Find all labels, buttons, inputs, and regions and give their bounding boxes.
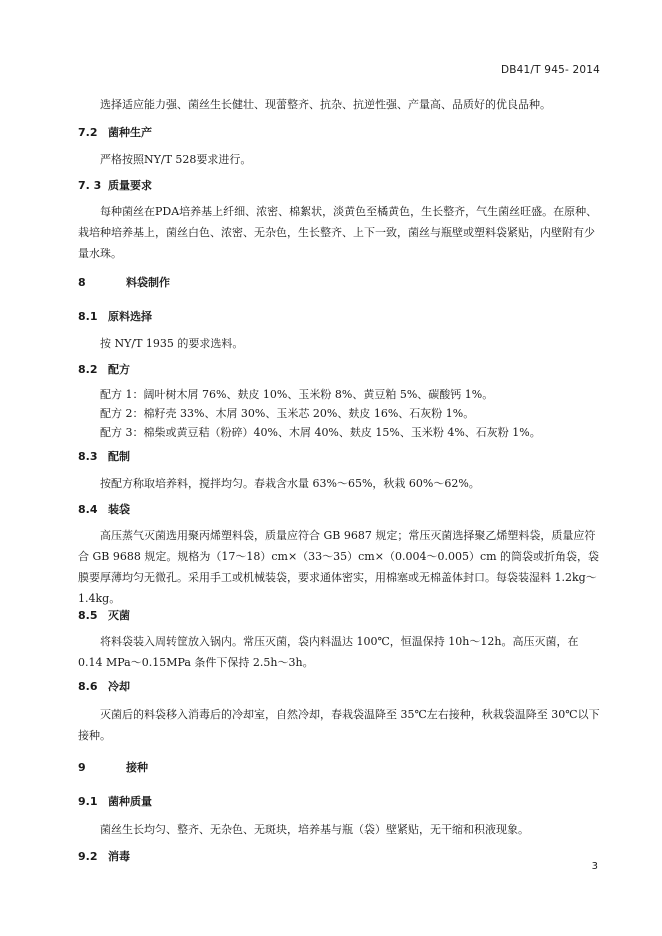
- section-number: 9.1: [78, 795, 98, 808]
- section-text: 高压蒸气灭菌选用聚丙烯塑料袋，质量应符合 GB 9687 规定；常压灭菌选择聚乙烯塑料袋，质量应符合 GB 9688 规定。规格为（17～18）cm×（33～35）cm×（0.004～0.005）cm 的筒袋或折角袋，袋膜要厚薄均匀无微孔。采用手工或机械装袋，要求通体密实，用棉塞或无棉盖体封口。每袋装湿料 1.2kg～1.4kg。: [78, 529, 600, 605]
- section-number: 8.6: [78, 680, 98, 693]
- formula-item: 配方 1：阔叶树木屑 76%、麸皮 10%、玉米粉 8%、黄豆粕 5%、碳酸钙 1%。: [100, 388, 494, 401]
- chapter-number: 9: [78, 761, 86, 774]
- section-heading: [78, 678, 600, 696]
- section-number: 8.1: [78, 310, 98, 323]
- section-number: 9.2: [78, 850, 98, 863]
- section-title: 菌种生产: [108, 126, 152, 139]
- section-number: 8.5: [78, 609, 98, 622]
- chapter-number: 8: [78, 276, 86, 289]
- section-9-2: [78, 848, 600, 866]
- section-heading: [78, 124, 600, 142]
- section-title: 配制: [108, 450, 130, 463]
- document-id: DB41/T 945- 2014: [500, 64, 600, 76]
- section-9-1: [78, 793, 600, 811]
- section-text: 每种菌丝在PDA培养基上纤细、浓密、棉絮状，淡黄色至橘黄色，生长整齐，气生菌丝旺盛。在原种、栽培种培养基上，菌丝白色、浓密、无杂色，生长整齐、上下一致，菌丝与瓶壁或塑料袋紧贴，内壁附有少量水珠。: [78, 205, 598, 260]
- page-number: 3: [591, 861, 598, 872]
- section-number: 8.2: [78, 363, 98, 376]
- section-8-3-body: [78, 473, 600, 494]
- section-text: 严格按照NY/T 528要求进行。: [100, 153, 252, 166]
- section-7-3-body: [78, 201, 600, 264]
- chapter-title: 料袋制作: [126, 276, 170, 289]
- chapter-heading: [78, 759, 600, 777]
- section-9: [78, 759, 600, 777]
- section-heading: [78, 308, 600, 326]
- section-8: [78, 274, 600, 292]
- section-text: 按配方称取培养料，搅拌均匀。春栽含水量 63%～65%，秋栽 60%～62%。: [100, 477, 480, 490]
- section-8-4-body: [78, 525, 600, 609]
- chapter-heading: [78, 274, 600, 292]
- section-7-2-body: [78, 149, 600, 170]
- formula-list: [78, 385, 600, 442]
- formula-item: 配方 3：棉柴或黄豆秸（粉碎）40%、木屑 40%、麸皮 15%、玉米粉 4%、石灰粉 1%。: [100, 426, 541, 439]
- section-8-6: [78, 678, 600, 696]
- section-heading: [78, 607, 600, 625]
- section-8-3: [78, 448, 600, 466]
- section-title: 质量要求: [108, 179, 152, 192]
- section-number: 8.3: [78, 450, 98, 463]
- formula-item: 配方 2：棉籽壳 33%、木屑 30%、玉米芯 20%、麸皮 16%、石灰粉 1%。: [100, 407, 475, 420]
- section-title: 冷却: [108, 680, 130, 693]
- section-title: 菌种质量: [108, 795, 152, 808]
- section-9-1-body: [78, 819, 600, 840]
- section-number: 8.4: [78, 503, 98, 516]
- section-8-1-body: [78, 333, 600, 354]
- section-8-6-body: [78, 704, 600, 746]
- section-heading: [78, 177, 600, 195]
- section-8-5-body: [78, 631, 600, 673]
- section-heading: [78, 848, 600, 866]
- section-title: 灭菌: [108, 609, 130, 622]
- section-8-2: [78, 361, 600, 379]
- chapter-title: 接种: [126, 761, 148, 774]
- intro-paragraph: 选择适应能力强、菌丝生长健壮、现蕾整齐、抗杂、抗逆性强、产量高、品质好的优良品种。: [100, 98, 551, 111]
- section-8-5: [78, 607, 600, 625]
- section-text: 灭菌后的料袋移入消毒后的冷却室，自然冷却，春栽袋温降至 35℃左右接种，秋栽袋温降至 30℃以下接种。: [78, 708, 600, 742]
- section-7-2: [78, 124, 600, 142]
- section-title: 配方: [108, 363, 130, 376]
- section-title: 装袋: [108, 503, 130, 516]
- section-text: 将料袋装入周转筐放入锅内。常压灭菌，袋内料温达 100℃，恒温保持 10h～12h。高压灭菌，在 0.14 MPa～0.15MPa 条件下保持 2.5h～3h。: [78, 635, 579, 669]
- section-text: 按 NY/T 1935 的要求选料。: [100, 337, 244, 350]
- section-number: 7. 3: [78, 179, 102, 192]
- section-title: 消毒: [108, 850, 130, 863]
- section-heading: [78, 793, 600, 811]
- section-8-1: [78, 308, 600, 326]
- section-heading: [78, 361, 600, 379]
- intro-paragraph-block: [78, 94, 600, 115]
- section-8-4: [78, 501, 600, 519]
- section-title: 原料选择: [108, 310, 152, 323]
- section-heading: [78, 448, 600, 466]
- section-7-3: [78, 177, 600, 195]
- section-number: 7.2: [78, 126, 98, 139]
- section-heading: [78, 501, 600, 519]
- section-text: 菌丝生长均匀、整齐、无杂色、无斑块，培养基与瓶（袋）壁紧贴，无干缩和积液现象。: [100, 823, 529, 836]
